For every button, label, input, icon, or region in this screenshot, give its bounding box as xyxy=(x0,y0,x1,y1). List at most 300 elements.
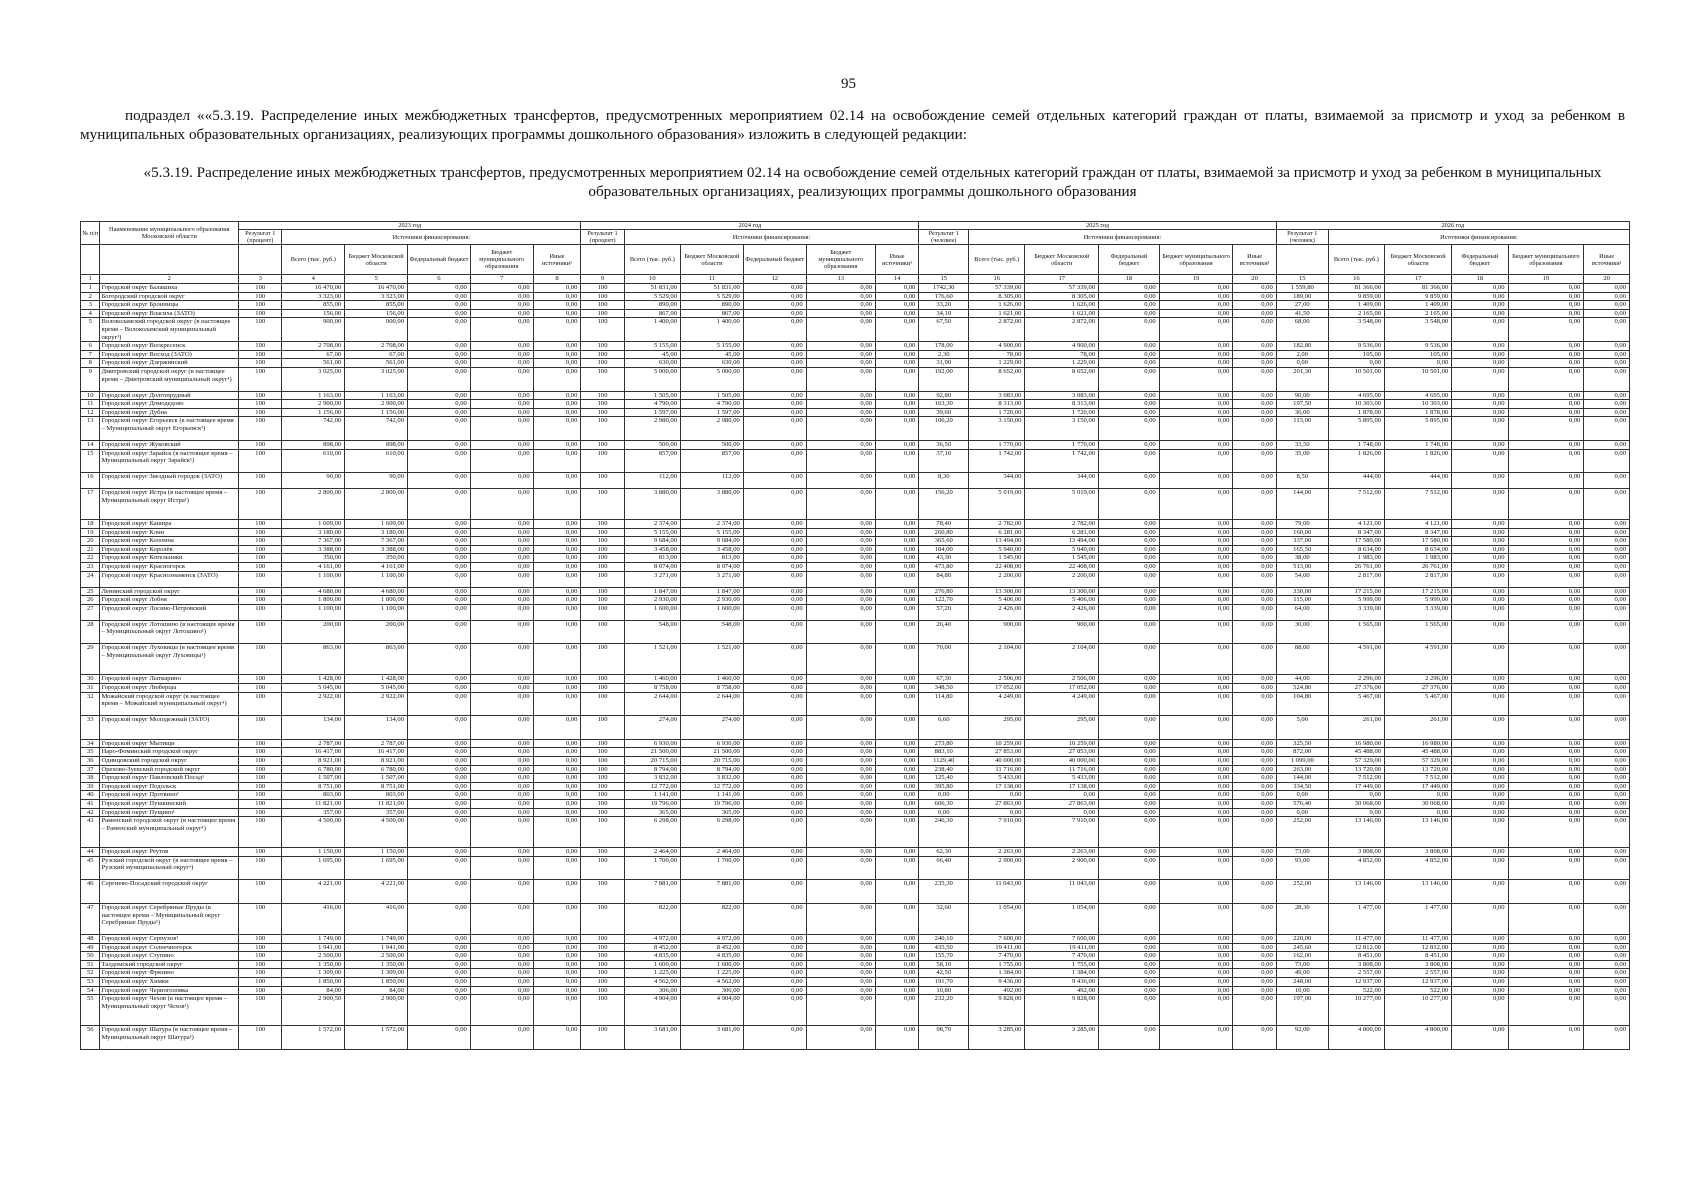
table-cell: 325,50 xyxy=(1276,739,1328,748)
table-cell: 0,00 xyxy=(875,359,918,368)
table-cell: 100 xyxy=(239,782,282,791)
table-cell: 0,00 xyxy=(1452,537,1508,546)
table-cell: 0,00 xyxy=(1276,791,1328,800)
table-cell: 0,00 xyxy=(1584,292,1630,301)
table-cell: 416,00 xyxy=(282,903,345,934)
table-cell: 0,00 xyxy=(743,977,806,986)
table-row xyxy=(81,520,1630,529)
table-cell: 11 477,00 xyxy=(1385,934,1452,943)
table-cell: 4 790,00 xyxy=(681,400,744,409)
table-cell: 4 221,00 xyxy=(345,880,408,904)
table-cell: 0,00 xyxy=(1159,684,1233,693)
table-cell: 201,30 xyxy=(1276,367,1328,391)
table-cell: 0,00 xyxy=(1159,400,1233,409)
table-cell: 1 428,00 xyxy=(345,675,408,684)
table-cell: 100 xyxy=(239,391,282,400)
table-cell: 9 536,00 xyxy=(1385,342,1452,351)
table-cell: 5 406,00 xyxy=(1025,596,1099,605)
table-cell: 5 019,00 xyxy=(969,489,1025,520)
table-cell: 27 853,00 xyxy=(969,748,1025,757)
table-cell: 0,00 xyxy=(875,292,918,301)
table-cell: 100 xyxy=(239,449,282,473)
table-cell: 8,30 xyxy=(919,473,969,489)
table-row xyxy=(81,757,1630,766)
table-cell: 0,00 xyxy=(875,739,918,748)
table-cell: 0,00 xyxy=(1099,301,1160,310)
table-cell: 0,00 xyxy=(1452,757,1508,766)
table-cell: 0,00 xyxy=(1159,716,1233,740)
section-heading xyxy=(80,163,1625,201)
table-cell: 0,00 xyxy=(1159,318,1233,342)
table-cell: 0,00 xyxy=(1584,856,1630,880)
table-cell: 0,00 xyxy=(408,596,471,605)
table-cell: 0,00 xyxy=(806,960,875,969)
table-cell: 0,00 xyxy=(1584,571,1630,587)
column-number: 3 xyxy=(239,275,282,284)
table-cell: 0,00 xyxy=(806,520,875,529)
table-cell: 276,80 xyxy=(919,587,969,596)
municipality-name: Городской округ Власиха (ЗАТО) xyxy=(100,309,239,318)
column-number: 6 xyxy=(408,275,471,284)
table-row xyxy=(81,391,1630,400)
table-cell: 4 121,00 xyxy=(1385,520,1452,529)
table-cell: 100 xyxy=(239,675,282,684)
table-cell: 84,00 xyxy=(345,986,408,995)
table-cell: 4 500,00 xyxy=(345,817,408,848)
table-cell: 0,00 xyxy=(1233,537,1276,546)
table-cell: 100 xyxy=(239,757,282,766)
table-cell: 16 417,00 xyxy=(282,748,345,757)
table-cell: 0,00 xyxy=(1508,440,1584,449)
table-cell: 240,10 xyxy=(919,934,969,943)
table-cell: 2 464,00 xyxy=(624,848,680,857)
table-cell: 155,70 xyxy=(919,952,969,961)
table-cell: 100 xyxy=(239,986,282,995)
table-cell: 0,00 xyxy=(743,969,806,978)
table-cell: 100 xyxy=(239,1026,282,1050)
table-cell: 0,00 xyxy=(1276,359,1328,368)
table-cell: 0,00 xyxy=(1233,520,1276,529)
table-cell: 473,80 xyxy=(919,563,969,572)
table-cell: 0,00 xyxy=(875,765,918,774)
table-cell: 0,00 xyxy=(408,799,471,808)
table-cell: 1 400,00 xyxy=(681,318,744,342)
table-cell: 100 xyxy=(239,848,282,857)
row-number: 4 xyxy=(81,309,100,318)
table-cell: 0,00 xyxy=(1584,537,1630,546)
table-cell: 0,00 xyxy=(1584,739,1630,748)
column-number: 13 xyxy=(806,275,875,284)
table-cell: 2 104,00 xyxy=(969,644,1025,675)
table-cell: 35,00 xyxy=(1276,449,1328,473)
municipality-name: Городской округ Чехов (в настоящее время – Муниципальный округ Чехов¹) xyxy=(100,995,239,1026)
table-cell: 0,00 xyxy=(806,417,875,441)
column-number: 17 xyxy=(1385,275,1452,284)
table-row xyxy=(81,309,1630,318)
header-no: № п/п xyxy=(81,222,100,245)
table-cell: 22 408,00 xyxy=(969,563,1025,572)
table-cell: 6 780,00 xyxy=(282,765,345,774)
table-cell: 0,00 xyxy=(1233,604,1276,620)
table-cell: 0,00 xyxy=(1452,620,1508,644)
table-cell: 0,00 xyxy=(533,400,581,409)
table-cell: 0,00 xyxy=(1159,489,1233,520)
table-cell: 0,00 xyxy=(1159,301,1233,310)
table-cell: 182,80 xyxy=(1276,342,1328,351)
table-cell: 0,00 xyxy=(1584,284,1630,293)
table-cell: 11 716,00 xyxy=(1025,765,1099,774)
table-cell: 8 452,00 xyxy=(681,943,744,952)
table-row xyxy=(81,774,1630,783)
table-cell: 0,00 xyxy=(1159,596,1233,605)
table-cell: 0,00 xyxy=(1508,692,1584,716)
table-cell: 0,00 xyxy=(1159,350,1233,359)
table-row xyxy=(81,817,1630,848)
table-cell: 7 881,00 xyxy=(624,880,680,904)
table-cell: 0,00 xyxy=(533,848,581,857)
table-cell: 0,00 xyxy=(1452,571,1508,587)
table-cell: 1 720,00 xyxy=(969,408,1025,417)
table-cell: 0,00 xyxy=(743,449,806,473)
table-cell: 0,00 xyxy=(1584,342,1630,351)
row-number: 6 xyxy=(81,342,100,351)
table-cell: 100 xyxy=(581,692,624,716)
table-cell: 0,00 xyxy=(806,995,875,1026)
table-cell: 100 xyxy=(239,799,282,808)
table-cell: 0,00 xyxy=(1099,791,1160,800)
table-cell: 100 xyxy=(581,969,624,978)
table-cell: 0,00 xyxy=(1584,644,1630,675)
table-cell: 0,00 xyxy=(1452,644,1508,675)
table-cell: 0,00 xyxy=(875,596,918,605)
table-cell: 100 xyxy=(581,757,624,766)
table-cell: 0,00 xyxy=(533,284,581,293)
table-row xyxy=(81,528,1630,537)
table-cell: 0,00 xyxy=(1328,791,1384,800)
table-cell: 100 xyxy=(581,960,624,969)
table-cell: 0,00 xyxy=(1159,367,1233,391)
table-cell: 1 600,00 xyxy=(681,960,744,969)
table-cell: 5 999,00 xyxy=(1328,596,1384,605)
municipality-name: Городской округ Солнечногорск xyxy=(100,943,239,952)
table-cell: 100 xyxy=(239,473,282,489)
table-cell: 0,00 xyxy=(470,391,533,400)
table-cell: 0,00 xyxy=(470,367,533,391)
table-cell: 0,00 xyxy=(1508,1026,1584,1050)
table-cell: 160,00 xyxy=(1276,528,1328,537)
table-cell: 1 521,00 xyxy=(681,644,744,675)
municipality-name: Городской округ Ступино xyxy=(100,952,239,961)
table-cell: 0,00 xyxy=(806,684,875,693)
table-cell: 4 852,00 xyxy=(1385,856,1452,880)
table-cell: 0,00 xyxy=(1159,969,1233,978)
table-row xyxy=(81,692,1630,716)
table-cell: 0,00 xyxy=(806,765,875,774)
column-number: 1 xyxy=(81,275,100,284)
table-row xyxy=(81,969,1630,978)
table-cell: 0,00 xyxy=(743,400,806,409)
table-cell: 4 161,00 xyxy=(282,563,345,572)
table-cell: 0,00 xyxy=(743,848,806,857)
table-cell: 0,00 xyxy=(1099,675,1160,684)
table-cell: 1 565,00 xyxy=(1328,620,1384,644)
table-cell: 1 477,00 xyxy=(1385,903,1452,934)
table-cell: 1 748,00 xyxy=(1328,440,1384,449)
table-cell: 0,00 xyxy=(470,571,533,587)
table-cell: 1 400,00 xyxy=(624,318,680,342)
table-cell: 0,00 xyxy=(806,782,875,791)
row-number: 46 xyxy=(81,880,100,904)
table-cell: 0,00 xyxy=(875,799,918,808)
table-cell: 0,00 xyxy=(470,350,533,359)
table-cell: 1 826,00 xyxy=(1328,449,1384,473)
table-cell: 0,00 xyxy=(1452,739,1508,748)
table-cell: 13 720,00 xyxy=(1385,765,1452,774)
table-cell: 0,00 xyxy=(1233,969,1276,978)
municipality-name: Талдомский городской округ xyxy=(100,960,239,969)
header-result: Результат 1 (процент) xyxy=(239,230,282,245)
table-cell: 0,00 xyxy=(806,292,875,301)
table-cell: 0,00 xyxy=(1584,350,1630,359)
table-cell: 2 263,00 xyxy=(1025,848,1099,857)
table-cell: 5 433,00 xyxy=(969,774,1025,783)
table-cell: 100 xyxy=(239,604,282,620)
table-cell: 0,00 xyxy=(408,367,471,391)
table-cell: 3 808,00 xyxy=(1328,960,1384,969)
table-cell: 0,00 xyxy=(533,537,581,546)
table-cell: 0,00 xyxy=(1452,292,1508,301)
table-cell: 0,00 xyxy=(533,675,581,684)
table-row xyxy=(81,301,1630,310)
table-cell: 0,00 xyxy=(1584,977,1630,986)
table-cell: 67,00 xyxy=(282,350,345,359)
table-cell: 34,10 xyxy=(919,309,969,318)
table-cell: 0,00 xyxy=(743,986,806,995)
table-cell: 2 930,00 xyxy=(624,596,680,605)
table-cell: 0,00 xyxy=(1159,391,1233,400)
table-cell: 0,00 xyxy=(1584,684,1630,693)
table-cell: 8 305,00 xyxy=(969,292,1025,301)
table-cell: 1 225,00 xyxy=(681,969,744,978)
table-cell: 100 xyxy=(239,301,282,310)
table-cell: 0,00 xyxy=(408,977,471,986)
table-cell: 19 411,00 xyxy=(1025,943,1099,952)
table-cell: 0,00 xyxy=(533,739,581,748)
table-cell: 1742,30 xyxy=(919,284,969,293)
municipality-name: Городской округ Жуковский xyxy=(100,440,239,449)
column-number: 9 xyxy=(581,275,624,284)
table-cell: 0,00 xyxy=(1584,554,1630,563)
table-cell: 9 828,00 xyxy=(1025,995,1099,1026)
column-number: 14 xyxy=(875,275,918,284)
table-cell: 30 068,00 xyxy=(1328,799,1384,808)
table-cell: 9 436,00 xyxy=(969,977,1025,986)
table-cell: 93,00 xyxy=(1276,856,1328,880)
table-cell: 1 600,00 xyxy=(624,960,680,969)
table-row xyxy=(81,684,1630,693)
table-cell: 0,00 xyxy=(1584,520,1630,529)
table-cell: 855,00 xyxy=(345,301,408,310)
table-cell: 0,00 xyxy=(1508,765,1584,774)
table-cell: 64,00 xyxy=(1276,604,1328,620)
table-cell: 0,00 xyxy=(743,765,806,774)
table-cell: 100 xyxy=(581,284,624,293)
table-cell: 0,00 xyxy=(533,977,581,986)
table-cell: 0,00 xyxy=(1584,596,1630,605)
table-cell: 0,00 xyxy=(743,342,806,351)
table-cell: 0,00 xyxy=(806,604,875,620)
table-cell: 0,00 xyxy=(875,473,918,489)
table-cell: 344,00 xyxy=(969,473,1025,489)
table-cell: 0,00 xyxy=(1584,716,1630,740)
table-cell: 17 580,00 xyxy=(1328,537,1384,546)
column-number: 19 xyxy=(1159,275,1233,284)
table-cell: 0,00 xyxy=(408,359,471,368)
table-cell: 17 449,00 xyxy=(1328,782,1384,791)
table-cell: 100 xyxy=(581,856,624,880)
table-cell: 4 904,00 xyxy=(624,995,680,1026)
table-cell: 344,00 xyxy=(1025,473,1099,489)
row-number: 19 xyxy=(81,528,100,537)
table-cell: 0,00 xyxy=(470,528,533,537)
table-cell: 330,00 xyxy=(1276,587,1328,596)
table-cell: 0,00 xyxy=(1233,1026,1276,1050)
municipality-name: Городской округ Серебряные Пруды (в настоящее время – Муниципальный округ Серебряные Пруды¹) xyxy=(100,903,239,934)
table-cell: 0,00 xyxy=(408,969,471,978)
table-cell: 100 xyxy=(239,620,282,644)
table-cell: 0,00 xyxy=(806,817,875,848)
table-cell: 872,00 xyxy=(1276,748,1328,757)
table-cell: 200,00 xyxy=(282,620,345,644)
table-cell: 13 146,00 xyxy=(1328,817,1384,848)
municipality-name: Городской округ Долгопрудный xyxy=(100,391,239,400)
table-cell: 548,00 xyxy=(681,620,744,644)
table-cell: 1 565,00 xyxy=(1385,620,1452,644)
table-cell: 0,00 xyxy=(875,545,918,554)
table-cell: 100 xyxy=(239,903,282,934)
row-number: 7 xyxy=(81,350,100,359)
table-cell: 0,00 xyxy=(470,934,533,943)
table-cell: 7 600,00 xyxy=(1025,934,1099,943)
table-cell: 248,00 xyxy=(1276,977,1328,986)
table-cell: 0,00 xyxy=(470,489,533,520)
table-cell: 0,00 xyxy=(533,604,581,620)
table-cell: 0,00 xyxy=(1508,545,1584,554)
table-cell: 0,00 xyxy=(470,903,533,934)
table-cell: 0,00 xyxy=(408,817,471,848)
table-cell: 0,00 xyxy=(1508,644,1584,675)
table-cell: 144,00 xyxy=(1276,774,1328,783)
table-cell: 4 972,00 xyxy=(681,934,744,943)
table-cell: 2 800,00 xyxy=(282,489,345,520)
table-cell: 3 339,00 xyxy=(1328,604,1384,620)
table-cell: 1 609,00 xyxy=(282,520,345,529)
table-cell: 2 900,00 xyxy=(345,995,408,1026)
table-cell: 500,00 xyxy=(681,440,744,449)
table-cell: 0,00 xyxy=(533,995,581,1026)
table-cell: 16 417,00 xyxy=(345,748,408,757)
table-cell: 0,00 xyxy=(806,309,875,318)
table-cell: 1 621,00 xyxy=(1025,309,1099,318)
table-body xyxy=(81,284,1630,1050)
table-row xyxy=(81,318,1630,342)
header-year-2025: 2025 год xyxy=(919,222,1276,230)
table-cell: 5 019,00 xyxy=(1025,489,1099,520)
table-cell: 0,00 xyxy=(743,644,806,675)
table-cell: 1 878,00 xyxy=(1385,408,1452,417)
table-cell: 4 972,00 xyxy=(624,934,680,943)
table-cell: 0,00 xyxy=(1452,774,1508,783)
table-cell: 0,00 xyxy=(533,799,581,808)
table-cell: 0,00 xyxy=(1159,848,1233,857)
table-cell: 1 941,00 xyxy=(345,943,408,952)
table-cell: 0,00 xyxy=(408,318,471,342)
header-federal: Федеральный бюджет xyxy=(743,245,806,275)
table-cell: 1 695,00 xyxy=(282,856,345,880)
table-cell: 0,00 xyxy=(875,817,918,848)
table-cell: 0,00 xyxy=(1452,520,1508,529)
table-cell: 2 787,00 xyxy=(345,739,408,748)
table-cell: 0,00 xyxy=(533,856,581,880)
table-cell: 42,50 xyxy=(919,969,969,978)
table-cell: 0,00 xyxy=(743,528,806,537)
table-cell: 125,40 xyxy=(919,774,969,783)
table-cell: 1 100,00 xyxy=(282,571,345,587)
table-cell: 100 xyxy=(239,644,282,675)
table-cell: 3 285,00 xyxy=(969,1026,1025,1050)
table-cell: 1 742,00 xyxy=(1025,449,1099,473)
table-cell: 0,00 xyxy=(1099,716,1160,740)
table-cell: 2 506,00 xyxy=(1025,675,1099,684)
table-cell: 0,00 xyxy=(1584,799,1630,808)
table-cell: 1 621,00 xyxy=(969,309,1025,318)
table-cell: 100 xyxy=(239,318,282,342)
table-cell: 3 180,00 xyxy=(282,528,345,537)
table-cell: 0,00 xyxy=(1508,604,1584,620)
table-cell: 2 817,00 xyxy=(1328,571,1384,587)
table-cell: 68,00 xyxy=(1276,318,1328,342)
table-cell: 100 xyxy=(239,417,282,441)
table-cell: 100 xyxy=(581,774,624,783)
table-cell: 0,00 xyxy=(1508,969,1584,978)
table-cell: 0,00 xyxy=(743,391,806,400)
table-cell: 37,10 xyxy=(919,449,969,473)
table-row xyxy=(81,995,1630,1026)
table-cell: 0,00 xyxy=(470,545,533,554)
table-cell: 357,00 xyxy=(282,808,345,817)
table-cell: 5 155,00 xyxy=(681,342,744,351)
table-cell: 1 100,00 xyxy=(282,604,345,620)
table-cell: 0,00 xyxy=(1584,440,1630,449)
table-cell: 100 xyxy=(239,587,282,596)
table-cell: 0,00 xyxy=(743,675,806,684)
table-cell: 2 200,00 xyxy=(969,571,1025,587)
table-cell: 0,00 xyxy=(743,952,806,961)
table-cell: 100 xyxy=(239,292,282,301)
table-cell: 163,30 xyxy=(919,400,969,409)
table-cell: 1 150,00 xyxy=(345,848,408,857)
table-cell: 0,00 xyxy=(533,620,581,644)
table-row xyxy=(81,808,1630,817)
table-cell: 2 900,00 xyxy=(282,400,345,409)
table-cell: 115,00 xyxy=(1276,596,1328,605)
table-cell: 1 770,00 xyxy=(969,440,1025,449)
table-cell: 0,00 xyxy=(1159,520,1233,529)
table-cell: 0,00 xyxy=(1159,856,1233,880)
table-cell: 0,00 xyxy=(1233,748,1276,757)
municipality-name: Городской округ Королёв xyxy=(100,545,239,554)
table-cell: 197,50 xyxy=(1276,400,1328,409)
